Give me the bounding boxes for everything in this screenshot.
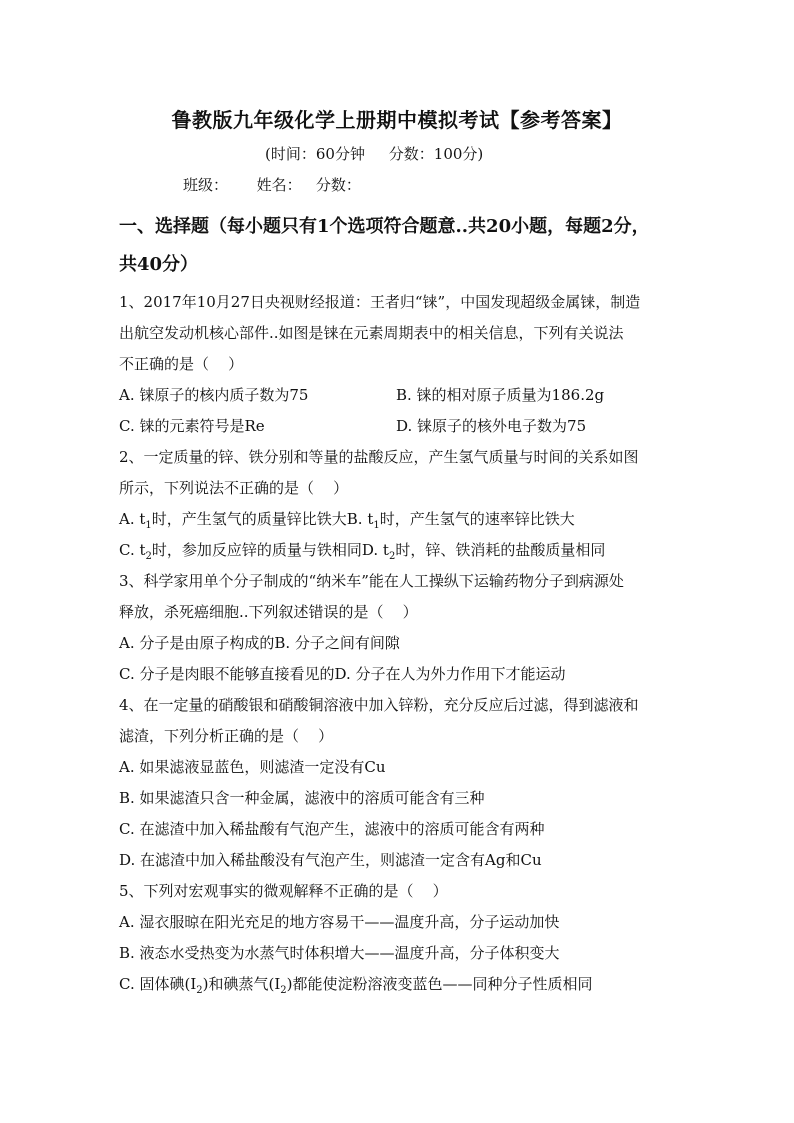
question-3-line-2: 释放，杀死癌细胞..下列叙述错误的是（ ） [119, 603, 418, 621]
question-1-line-3: 不正确的是（ ） [119, 355, 244, 373]
exam-time-score: (时间：60分钟 分数：100分) [265, 145, 484, 163]
question-3-line-1: 3、科学家用单个分子制成的“纳米车”能在人工操纵下运输药物分子到病源处 [119, 572, 624, 590]
option-text: 时，锌、铁消耗的盐酸质量相同 [395, 541, 606, 559]
subscript: 2 [280, 985, 287, 996]
question-1-line-2: 出航空发动机核心部件..如图是铼在元素周期表中的相关信息，下列有关说法 [119, 324, 624, 342]
question-1-option-b: B. 铼的相对原子质量为186.2g [396, 386, 605, 404]
question-4-option-a: A. 如果滤液显蓝色，则滤渣一定没有Cu [119, 758, 386, 776]
option-text: 时，参加反应锌的质量与铁相同D. t [151, 541, 389, 559]
question-2-line-2: 所示，下列说法不正确的是（ ） [119, 479, 349, 497]
subscript: 1 [145, 520, 152, 531]
question-4-option-d: D. 在滤渣中加入稀盐酸没有气泡产生，则滤渣一定含有Ag和Cu [119, 851, 542, 869]
option-text: C. t [119, 541, 146, 559]
option-text: 时，产生氢气的速率锌比铁大 [379, 510, 575, 528]
section-heading: 一、选择题（每小题只有1个选项符合题意..共20小题，每题2分， [119, 216, 650, 237]
question-2-line-1: 2、一定质量的锌、铁分别和等量的盐酸反应，产生氢气质量与时间的关系如图 [119, 448, 639, 466]
question-4-line-2: 滤渣，下列分析正确的是（ ） [119, 727, 334, 745]
section-heading-cont: 共40分） [119, 254, 199, 275]
question-5-option-b: B. 液态水受热变为水蒸气时体积增大——温度升高，分子体积变大 [119, 944, 560, 962]
subscript: 2 [145, 551, 152, 562]
question-4-line-1: 4、在一定量的硝酸银和硝酸铜溶液中加入锌粉，充分反应后过滤，得到滤液和 [119, 696, 639, 714]
option-text: )都能使淀粉溶液变蓝色——同种分子性质相同 [286, 975, 593, 993]
question-4-option-c: C. 在滤渣中加入稀盐酸有气泡产生，滤液中的溶质可能含有两种 [119, 820, 545, 838]
subscript: 2 [388, 551, 396, 562]
question-5-option-a: A. 湿衣服晾在阳光充足的地方容易干——温度升高，分子运动加快 [119, 913, 560, 931]
question-1-option-a: A. 铼原子的核内质子数为75 [119, 386, 309, 404]
question-1-option-c: C. 铼的元素符号是Re [119, 417, 265, 435]
question-3-options-ab: A. 分子是由原子构成的B. 分子之间有间隙 [119, 634, 400, 652]
question-2-options-ab [119, 508, 575, 531]
page-title: 鲁教版九年级化学上册期中模拟考试【参考答案】 [171, 108, 623, 132]
option-text: C. 固体碘(I [119, 975, 197, 993]
subscript: 1 [373, 520, 380, 531]
student-info-line: 班级： 姓名： 分数： [183, 176, 361, 194]
question-3-options-cd: C. 分子是肉眼不能够直接看见的D. 分子在人为外力作用下才能运动 [119, 665, 566, 683]
option-text: 时，产生氢气的质量锌比铁大B. t [151, 510, 374, 528]
question-1-line-1: 1、2017年10月27日央视财经报道：王者归“铼”，中国发现超级金属铼，制造 [119, 293, 641, 311]
question-4-option-b: B. 如果滤渣只含一种金属，滤液中的溶质可能含有三种 [119, 789, 485, 807]
question-1-option-d: D. 铼原子的核外电子数为75 [396, 417, 587, 435]
option-text: )和碘蒸气(I [202, 975, 281, 993]
subscript: 2 [196, 985, 203, 996]
question-2-options-cd [119, 539, 605, 562]
option-text: A. t [119, 510, 146, 528]
question-5-option-c [119, 973, 593, 996]
question-5-line-1: 5、下列对宏观事实的微观解释不正确的是（ ） [119, 882, 448, 900]
